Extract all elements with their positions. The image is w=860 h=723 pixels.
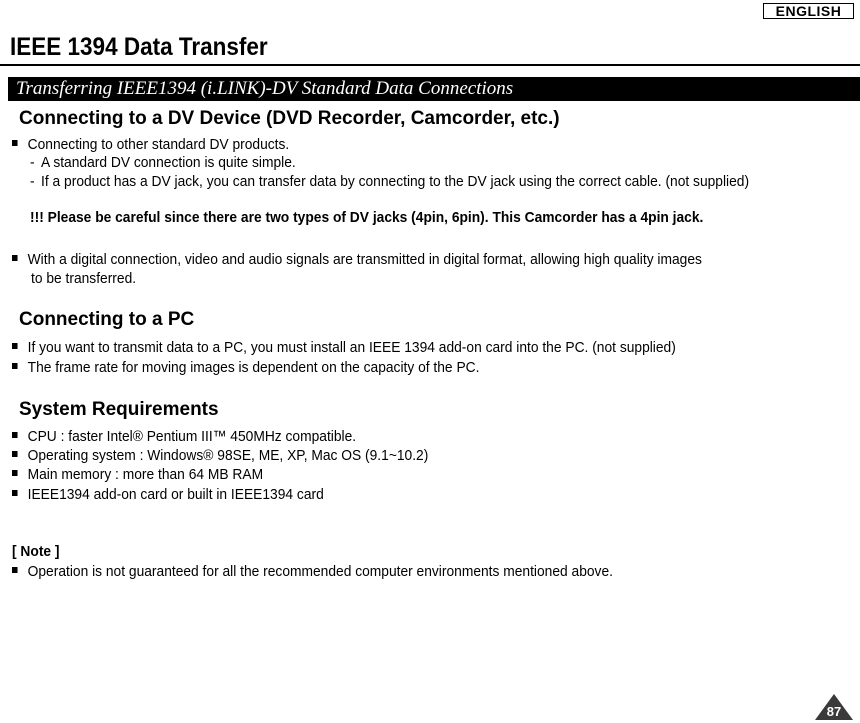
bullet-icon	[12, 490, 18, 496]
bullet-icon	[12, 567, 18, 573]
list-item-continuation: to be transferred.	[31, 270, 137, 287]
list-item: The frame rate for moving images is dependent on the capacity of the PC.	[12, 358, 479, 377]
sub-list-item: - If a product has a DV jack, you can transfer data by connecting to the DV jack using the correct cable. (not supplied)	[30, 173, 750, 190]
triangle-page-number-icon	[814, 693, 854, 721]
heading-system-requirements: System Requirements	[19, 399, 219, 420]
warning-text: !!! Please be careful since there are two types of DV jacks (4pin, 6pin). This Camcorder has a 4pin jack.	[30, 209, 704, 226]
list-item: IEEE1394 add-on card or built in IEEE1394 card	[12, 485, 324, 504]
list-item: Operation is not guaranteed for all the recommended computer environments mentioned above.	[12, 562, 613, 581]
bullet-icon	[12, 140, 18, 146]
list-item: If you want to transmit data to a PC, you must install an IEEE 1394 add-on card into the PC. (not supplied)	[12, 338, 676, 357]
bullet-icon	[12, 363, 18, 369]
section-banner: Transferring IEEE1394 (i.LINK)-DV Standard Data Connections	[8, 77, 860, 101]
bullet-icon	[12, 343, 18, 349]
list-item: Main memory : more than 64 MB RAM	[12, 465, 263, 484]
bullet-icon	[12, 432, 18, 438]
bullet-icon	[12, 451, 18, 457]
sub-list-item: - A standard DV connection is quite simple.	[30, 154, 296, 171]
bullet-icon	[12, 470, 18, 476]
page-number: 87	[826, 704, 842, 719]
title-divider	[0, 64, 860, 66]
heading-pc: Connecting to a PC	[19, 309, 195, 330]
language-badge: ENGLISH	[763, 3, 854, 19]
list-item: Operating system : Windows® 98SE, ME, XP, Mac OS (9.1~10.2)	[12, 446, 428, 465]
heading-dv-device: Connecting to a DV Device (DVD Recorder, Camcorder, etc.)	[19, 108, 560, 129]
list-item: With a digital connection, video and audio signals are transmitted in digital format, allowing high quality images	[12, 250, 702, 269]
list-item: CPU : faster Intel® Pentium III™ 450MHz compatible.	[12, 427, 356, 446]
list-item: Connecting to other standard DV products.	[12, 135, 289, 154]
note-label: [ Note ]	[12, 543, 60, 560]
page-title: IEEE 1394 Data Transfer	[10, 33, 268, 61]
bullet-icon	[12, 255, 18, 261]
